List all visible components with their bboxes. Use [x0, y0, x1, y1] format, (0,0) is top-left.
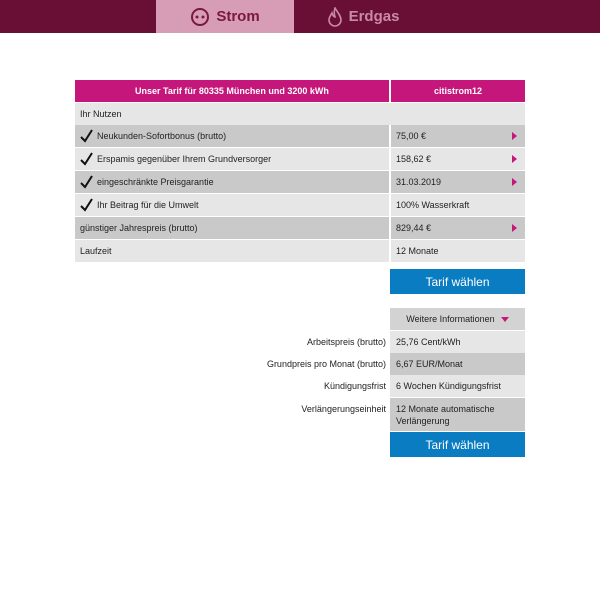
- section-row-ihr-nutzen: [75, 103, 525, 125]
- table-row[interactable]: [75, 125, 525, 147]
- tariff-header-name: citistrom12: [391, 80, 525, 102]
- checkmark-icon: [80, 175, 93, 189]
- tab-strom[interactable]: [156, 0, 294, 33]
- info-value: 6 Wochen Kündigungsfrist: [390, 375, 525, 397]
- tab-erdgas[interactable]: [294, 0, 432, 33]
- checkmark-icon: [80, 129, 93, 143]
- info-label: Kündigungsfrist: [323, 381, 386, 391]
- info-label: Grundpreis pro Monat (brutto): [266, 359, 386, 369]
- top-navigation-bar: [0, 0, 600, 33]
- row-label: Erspamis gegenüber Ihrem Grundversorger: [97, 154, 272, 164]
- row-label: Neukunden-Sofortbonus (brutto): [97, 131, 227, 141]
- arrow-right-icon[interactable]: [512, 132, 517, 140]
- row-value: 158,62 €: [396, 154, 432, 164]
- info-row: [0, 331, 600, 353]
- power-socket-icon: [190, 7, 210, 27]
- row-value: 100% Wasserkraft: [396, 200, 470, 210]
- row-label: eingeschränkte Preisgarantie: [97, 177, 214, 187]
- info-value: 6,67 EUR/Monat: [390, 353, 525, 375]
- tariff-table-header: [75, 80, 525, 102]
- info-row: [0, 375, 600, 397]
- info-label: Arbeitspreis (brutto): [306, 337, 386, 347]
- table-row: [75, 240, 525, 262]
- table-row[interactable]: [75, 217, 525, 239]
- info-value: 25,76 Cent/kWh: [390, 331, 525, 353]
- arrow-right-icon[interactable]: [512, 178, 517, 186]
- row-label: Laufzeit: [80, 246, 112, 256]
- info-value: 12 Monate automatische Verlängerung: [390, 398, 525, 431]
- row-value: 12 Monate: [396, 246, 439, 256]
- info-row: [0, 353, 600, 375]
- row-value: 829,44 €: [396, 223, 432, 233]
- row-label: günstiger Jahrespreis (brutto): [80, 223, 198, 233]
- info-label: Verlängerungseinheit: [301, 404, 386, 414]
- row-value: 31.03.2019: [396, 177, 442, 187]
- checkmark-icon: [80, 152, 93, 166]
- tab-strom-label: Strom: [216, 8, 260, 25]
- arrow-right-icon[interactable]: [512, 224, 517, 232]
- checkmark-icon: [80, 198, 93, 212]
- more-info-toggle[interactable]: [390, 308, 525, 330]
- select-tariff-button[interactable]: Tarif wählen: [390, 269, 525, 294]
- row-label: Ihr Beitrag für die Umwelt: [97, 200, 199, 210]
- tariff-header-location: Unser Tarif für 80335 München und 3200 kWh: [75, 80, 389, 102]
- arrow-right-icon[interactable]: [512, 155, 517, 163]
- chevron-down-icon: [501, 317, 509, 322]
- more-info-label: Weitere Informationen: [406, 314, 495, 324]
- info-row: [0, 398, 600, 431]
- section-label: Ihr Nutzen: [75, 103, 525, 125]
- table-row[interactable]: [75, 148, 525, 170]
- row-value: 75,00 €: [396, 131, 427, 141]
- tab-erdgas-label: Erdgas: [348, 8, 400, 25]
- table-row: [75, 194, 525, 216]
- select-tariff-button-bottom[interactable]: Tarif wählen: [390, 432, 525, 457]
- table-row[interactable]: [75, 171, 525, 193]
- flame-icon: [327, 7, 343, 27]
